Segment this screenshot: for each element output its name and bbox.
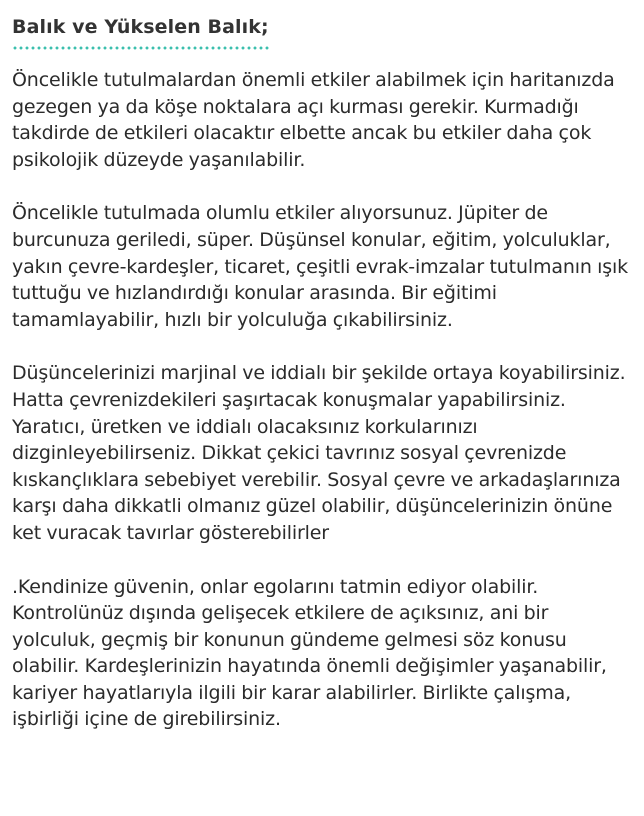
section-heading: Balık ve Yükselen Balık; [12,16,269,38]
article [12,14,632,733]
paragraph-2: Öncelikle tutulmada olumlu etkiler alıyorsunuz. Jüpiter de burcunuza geriledi, süper. Düşünsel konular, eğitim, yolculuklar, yakın çevre-kardeşler, ticaret, çeşitli evrak-imzalar tutulmanın ışık tuttuğu ve hızlandırdığı konular arasında. Bir eğitimi tamamlayabilir, hızlı bir yolculuğa çıkabilirsiniz. [12,202,629,331]
dotted-divider [12,46,270,50]
paragraph-4: .Kendinize güvenin, onlar egolarını tatmin ediyor olabilir. Kontrolünüz dışında gelişecek etkilere de açıksınız, ani bir yolculuk, geçmiş bir konunun gündeme gelmesi söz konusu olabilir. Kardeşlerinizin hayatında önemli değişimler yaşanabilir, kariyer hayatlarıyla ilgili bir karar alabilirler. Birlikte çalışma, işbirliği içine de girebilirsiniz. [12,575,607,731]
paragraph-1: Öncelikle tutulmalardan önemli etkiler alabilmek için haritanızda gezegen ya da köşe noktalara açı kurması gerekir. Kurmadığı takdirde de etkileri olacaktır elbette ancak bu etkiler daha çok psikolojik düzeyde yaşanılabilir. [12,69,615,171]
paragraph-3: Düşüncelerinizi marjinal ve iddialı bir şekilde ortaya koyabilirsiniz. Hatta çevrenizdekileri şaşırtacak konuşmalar yapabilirsiniz. Yaratıcı, üretken ve iddialı olacaksınız korkularınızı dizginleyebilirseniz. Dikkat çekici tavrınız sosyal çevrenizde kıskançlıklara sebebiyet verebilir. Sosyal çevre ve arkadaşlarınıza karşı daha dikkatli olmanız güzel olabilir, düşüncelerinizin önüne ket vuracak tavırlar gösterebilirler [12,362,626,544]
